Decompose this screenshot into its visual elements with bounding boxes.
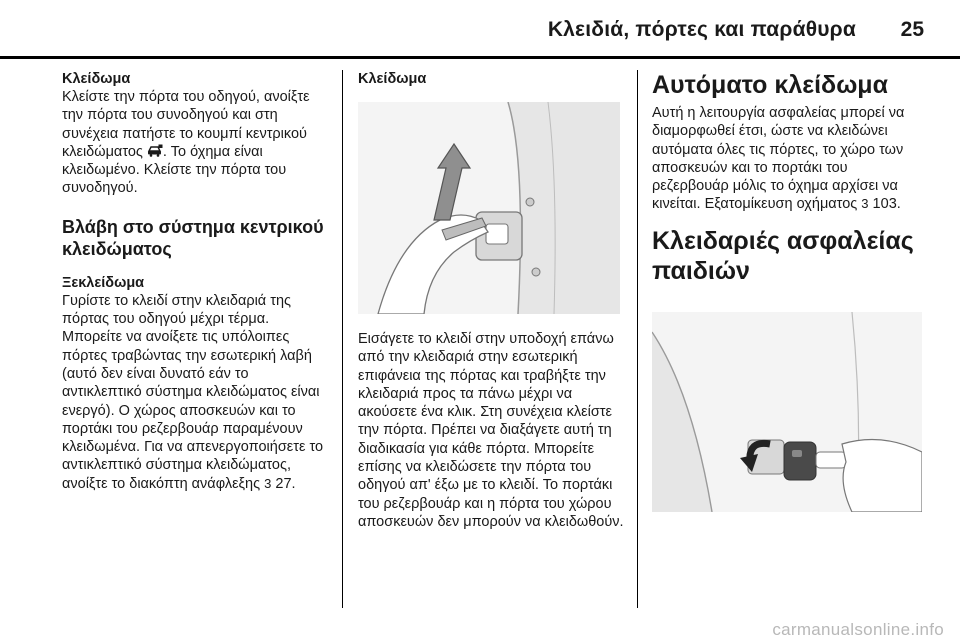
lock-heading: Κλείδωμα	[62, 71, 131, 87]
page-ref-arrow-2: 3	[861, 196, 869, 212]
page-ref-number-2: 103.	[868, 196, 901, 213]
lock-paragraph	[62, 88, 324, 198]
column-middle	[358, 70, 626, 88]
column-left	[62, 70, 324, 493]
child-lock-illustration	[652, 312, 922, 512]
lock-text-end: . Το όχημα είναι κλειδωμένο. Κλείστε την πόρτα του συνοδηγού.	[62, 143, 287, 197]
child-lock-heading: Κλειδαριές ασφαλείας παιδιών	[652, 226, 914, 285]
watermark: carmanualsonline.info	[772, 620, 944, 639]
unlock-text: Γυρίστε το κλειδί στην κλειδαριά της πόρτας του οδηγού μέχρι τέρμα. Μπορείτε να ανοίξετε τις υπόλοιπες πόρτες τραβώντας την εσωτερική λαβή (αυτό δεν είναι δυνατό εάν το αντικλεπτικό σύστημα κλειδώματος είναι ενεργό). Ο χώρος αποσκευών και το πορτάκι του ρεζερβουάρ παραμένουν κλειδωμένα. Για να απενεργοποιήσετε το αντικλεπτικό σύστημα κλειδώματος, ανοίξτε το διακόπτη ανάφλεξης	[62, 292, 324, 492]
auto-lock-heading: Αυτόματο κλείδωμα	[652, 71, 888, 99]
car-lock-icon	[147, 144, 163, 157]
page-ref-arrow: 3	[264, 475, 272, 491]
column-divider-right	[637, 70, 638, 608]
lock-instructions: Εισάγετε το κλειδί στην υποδοχή επάνω από την κλειδαριά στην εσωτερική επιφάνεια της πόρτας και τραβήξτε την κλειδαριά προς τα πάνω μέχρι να ακούσετε ένα κλικ. Στη συνέχεια κλείστε την πόρτα. Πρέπει να διαξάγετε αυτή τη διαδικασία για κάθε πόρτα. Μπορείτε επίσης να κλειδώσετε την πόρτα του οδηγού απ' έξω με το κλειδί. Το πορτάκι του ρεζερβουάρ και η πόρτα του χώρου αποσκευών δεν μπορούν να κλειδωθούν.	[358, 331, 624, 530]
door-lock-illustration	[358, 102, 620, 314]
header-rule	[0, 56, 960, 59]
lock-heading-2: Κλείδωμα	[358, 71, 427, 87]
fault-heading: Βλάβη στο σύστημα κεντρικού κλειδώματος	[62, 216, 324, 259]
page-ref-number: 27.	[271, 475, 296, 492]
page-header	[0, 0, 960, 52]
column-right	[652, 70, 924, 286]
unlock-paragraph	[62, 292, 324, 493]
lock-text-start: Κλείστε την πόρτα του οδηγού, ανοίξτε την πόρτα του συνοδηγού και στη συνέχεια πατήστε το κουμπί κεντρικού κλειδώματος	[62, 89, 310, 160]
auto-lock-text: Αυτή η λειτουργία ασφαλείας μπορεί να διαμορφωθεί έτσι, ώστε να κλειδώνει αυτόματα όλες τις πόρτες, το χώρο των αποσκευών και το πορτάκι του ρεζερβουάρ μόλις το όχημα αρχίσει να κινείται. Εξατομίκευση οχήματος	[652, 105, 905, 213]
page-number: 25	[900, 18, 924, 41]
column-divider-left	[342, 70, 343, 608]
unlock-heading: Ξεκλείδωμα	[62, 274, 145, 291]
auto-lock-paragraph	[652, 104, 924, 214]
page-header-title: Κλειδιά, πόρτες και παράθυρα	[547, 18, 856, 41]
